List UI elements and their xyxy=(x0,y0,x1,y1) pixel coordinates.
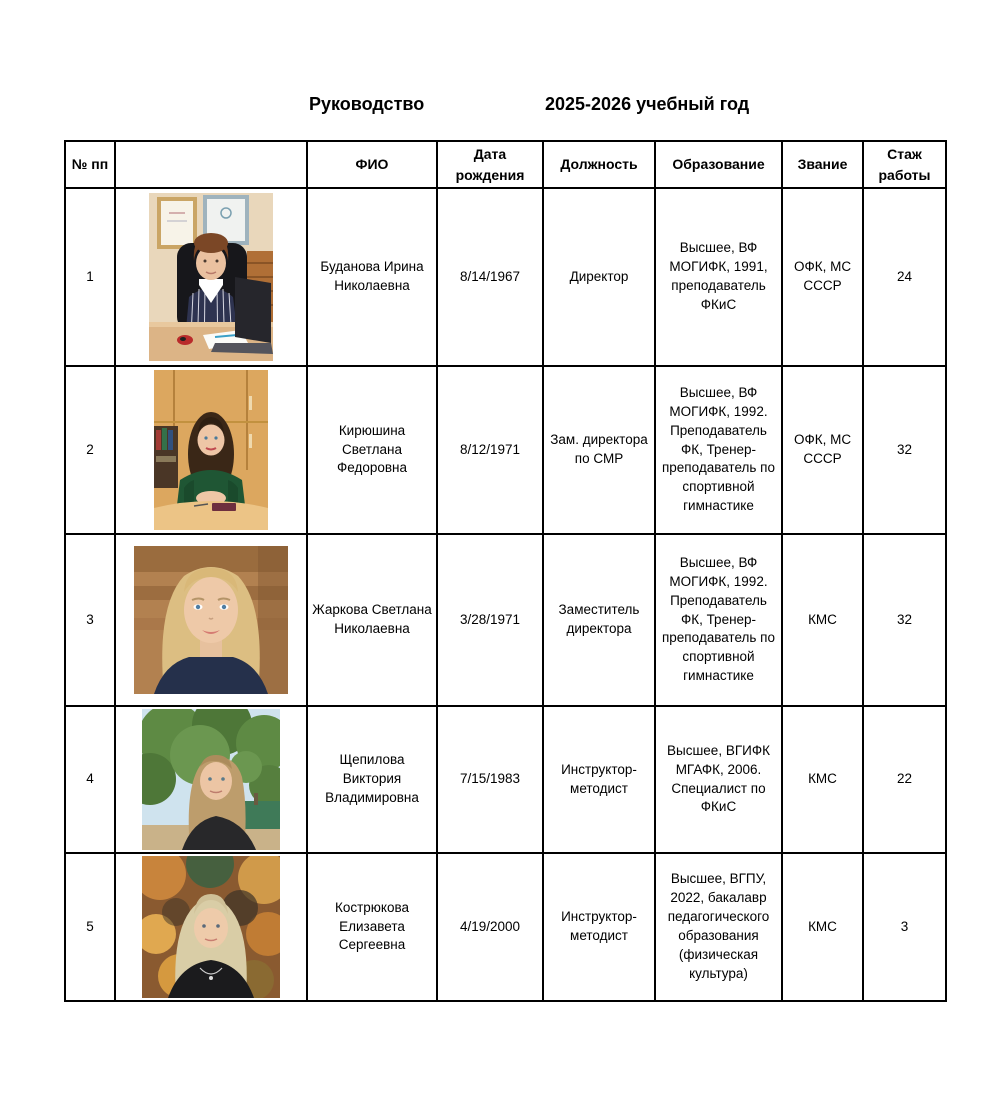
photo-cell xyxy=(115,534,307,706)
education-cell: Высшее, ВФ МОГИФК, 1992. Преподаватель ФК, Тренер-преподаватель по спортивной гимнастике xyxy=(655,534,782,706)
education-cell: Высшее, ВГПУ, 2022, бакалавр педагогического образования (физическая культура) xyxy=(655,853,782,1001)
photo-cell xyxy=(115,188,307,366)
header-education: Образование xyxy=(655,141,782,188)
staff-photo-row5 xyxy=(142,856,280,998)
position-cell: Заместитель директора xyxy=(543,534,655,706)
staff-photo-row4 xyxy=(142,709,280,850)
row-number-cell: 1 xyxy=(65,188,115,366)
table-header-row xyxy=(65,141,946,188)
staff-photo-row2 xyxy=(154,370,268,530)
rank-cell: ОФК, МС СССР xyxy=(782,366,863,534)
staff-photo-row3 xyxy=(134,546,288,694)
birth-date-cell: 3/28/1971 xyxy=(437,534,543,706)
row-number-cell: 2 xyxy=(65,366,115,534)
row-number-cell: 5 xyxy=(65,853,115,1001)
name-cell: Буданова Ирина Николаевна xyxy=(307,188,437,366)
experience-cell: 3 xyxy=(863,853,946,1001)
rank-cell: ОФК, МС СССР xyxy=(782,188,863,366)
row-number-cell: 4 xyxy=(65,706,115,853)
academic-year-label: 2025-2026 учебный год xyxy=(545,94,750,114)
photo-cell xyxy=(115,366,307,534)
row-number-cell: 3 xyxy=(65,534,115,706)
staff-table xyxy=(64,140,947,1002)
photo-cell xyxy=(115,706,307,853)
table-row xyxy=(65,853,946,1001)
table-row xyxy=(65,706,946,853)
header-photo xyxy=(115,141,307,188)
position-cell: Зам. директора по СМР xyxy=(543,366,655,534)
table-row xyxy=(65,366,946,534)
experience-cell: 24 xyxy=(863,188,946,366)
rank-cell: КМС xyxy=(782,534,863,706)
position-cell: Инструктор-методист xyxy=(543,853,655,1001)
name-cell: Жаркова Светлана Николаевна xyxy=(307,534,437,706)
header-num: № пп xyxy=(65,141,115,188)
rank-cell: КМС xyxy=(782,706,863,853)
header-birth-date: Дата рождения xyxy=(437,141,543,188)
staff-photo-row1 xyxy=(149,193,273,361)
name-cell: Кирюшина Светлана Федоровна xyxy=(307,366,437,534)
position-cell: Директор xyxy=(543,188,655,366)
rank-cell: КМС xyxy=(782,853,863,1001)
experience-cell: 32 xyxy=(863,534,946,706)
birth-date-cell: 8/12/1971 xyxy=(437,366,543,534)
document-title-row xyxy=(0,92,1000,116)
header-experience: Стаж работы xyxy=(863,141,946,188)
table-row xyxy=(65,534,946,706)
position-cell: Инструктор-методист xyxy=(543,706,655,853)
birth-date-cell: 8/14/1967 xyxy=(437,188,543,366)
education-cell: Высшее, ВФ МОГИФК, 1991, преподаватель ФКиС xyxy=(655,188,782,366)
experience-cell: 22 xyxy=(863,706,946,853)
header-name: ФИО xyxy=(307,141,437,188)
table-row xyxy=(65,188,946,366)
header-position: Должность xyxy=(543,141,655,188)
header-rank: Звание xyxy=(782,141,863,188)
birth-date-cell: 7/15/1983 xyxy=(437,706,543,853)
experience-cell: 32 xyxy=(863,366,946,534)
page-title: Руководство xyxy=(309,94,425,114)
education-cell: Высшее, ВГИФК МГАФК, 2006. Специалист по ФКиС xyxy=(655,706,782,853)
photo-cell xyxy=(115,853,307,1001)
name-cell: Кострюкова Елизавета Сергеевна xyxy=(307,853,437,1001)
birth-date-cell: 4/19/2000 xyxy=(437,853,543,1001)
education-cell: Высшее, ВФ МОГИФК, 1992. Преподаватель ФК, Тренер-преподаватель по спортивной гимнастике xyxy=(655,366,782,534)
name-cell: Щепилова Виктория Владимировна xyxy=(307,706,437,853)
